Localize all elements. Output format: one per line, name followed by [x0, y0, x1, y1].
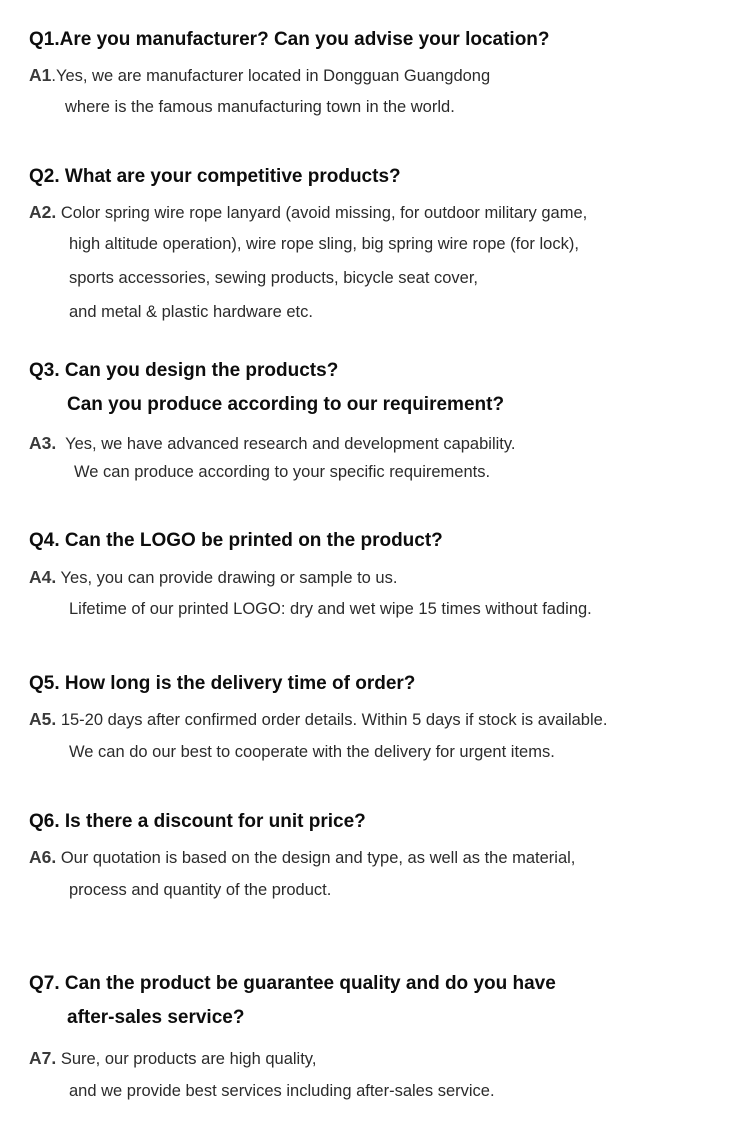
- answer-6-line-2: process and quantity of the product.: [69, 881, 332, 899]
- answer-1-line-1: [29, 67, 490, 85]
- answer-3-line-2: We can produce according to your specific requirements.: [74, 463, 491, 481]
- question-2-line-1: Q2. What are your competitive products?: [29, 166, 401, 187]
- answer-4-line-1: [29, 569, 397, 587]
- answer-6-text: Our quotation is based on the design and type, as well as the material,: [56, 849, 576, 867]
- question-4-line-1: Q4. Can the LOGO be printed on the product?: [29, 530, 443, 551]
- answer-7-label: A7.: [29, 1048, 57, 1068]
- answer-1-line-2: where is the famous manufacturing town in the world.: [65, 98, 455, 116]
- answer-3-text: Yes, we have advanced research and development capability.: [56, 435, 516, 453]
- answer-5-label: A5.: [29, 709, 57, 729]
- answer-4-line-2: Lifetime of our printed LOGO: dry and wet wipe 15 times without fading.: [69, 600, 592, 618]
- answer-5-line-1: [29, 711, 607, 729]
- answer-7-line-2: and we provide best services including after-sales service.: [69, 1082, 495, 1100]
- answer-5-line-2: We can do our best to cooperate with the delivery for urgent items.: [69, 743, 555, 761]
- answer-2-label: A2.: [29, 202, 57, 222]
- answer-2-line-2: high altitude operation), wire rope sling, big spring wire rope (for lock),: [69, 235, 579, 253]
- answer-7-text: Sure, our products are high quality,: [56, 1050, 317, 1068]
- question-7-line-1: Q7. Can the product be guarantee quality and do you have: [29, 973, 556, 994]
- question-3-line-1: Q3. Can you design the products?: [29, 360, 339, 381]
- answer-2-text: Color spring wire rope lanyard (avoid missing, for outdoor military game,: [56, 204, 588, 222]
- question-1-line-1: Q1.Are you manufacturer? Can you advise your location?: [29, 29, 550, 50]
- answer-4-text: Yes, you can provide drawing or sample to us.: [56, 569, 398, 587]
- answer-3-line-1: [29, 435, 515, 453]
- answer-5-text: 15-20 days after confirmed order details. Within 5 days if stock is available.: [56, 711, 608, 729]
- answer-2-line-1: [29, 204, 587, 222]
- question-5-line-1: Q5. How long is the delivery time of order?: [29, 673, 416, 694]
- answer-6-label: A6.: [29, 847, 57, 867]
- question-6-line-1: Q6. Is there a discount for unit price?: [29, 811, 366, 832]
- answer-2-line-4: and metal & plastic hardware etc.: [69, 303, 313, 321]
- answer-2-line-3: sports accessories, sewing products, bicycle seat cover,: [69, 269, 479, 287]
- answer-1-text: .Yes, we are manufacturer located in Dongguan Guangdong: [51, 67, 491, 85]
- answer-7-line-1: [29, 1050, 316, 1068]
- answer-1-label: A1: [29, 65, 52, 85]
- answer-3-label: A3.: [29, 433, 57, 453]
- answer-4-label: A4.: [29, 567, 57, 587]
- question-3-line-2: Can you produce according to our requirement?: [67, 394, 505, 415]
- answer-6-line-1: [29, 849, 575, 867]
- question-7-line-2: after-sales service?: [67, 1007, 245, 1028]
